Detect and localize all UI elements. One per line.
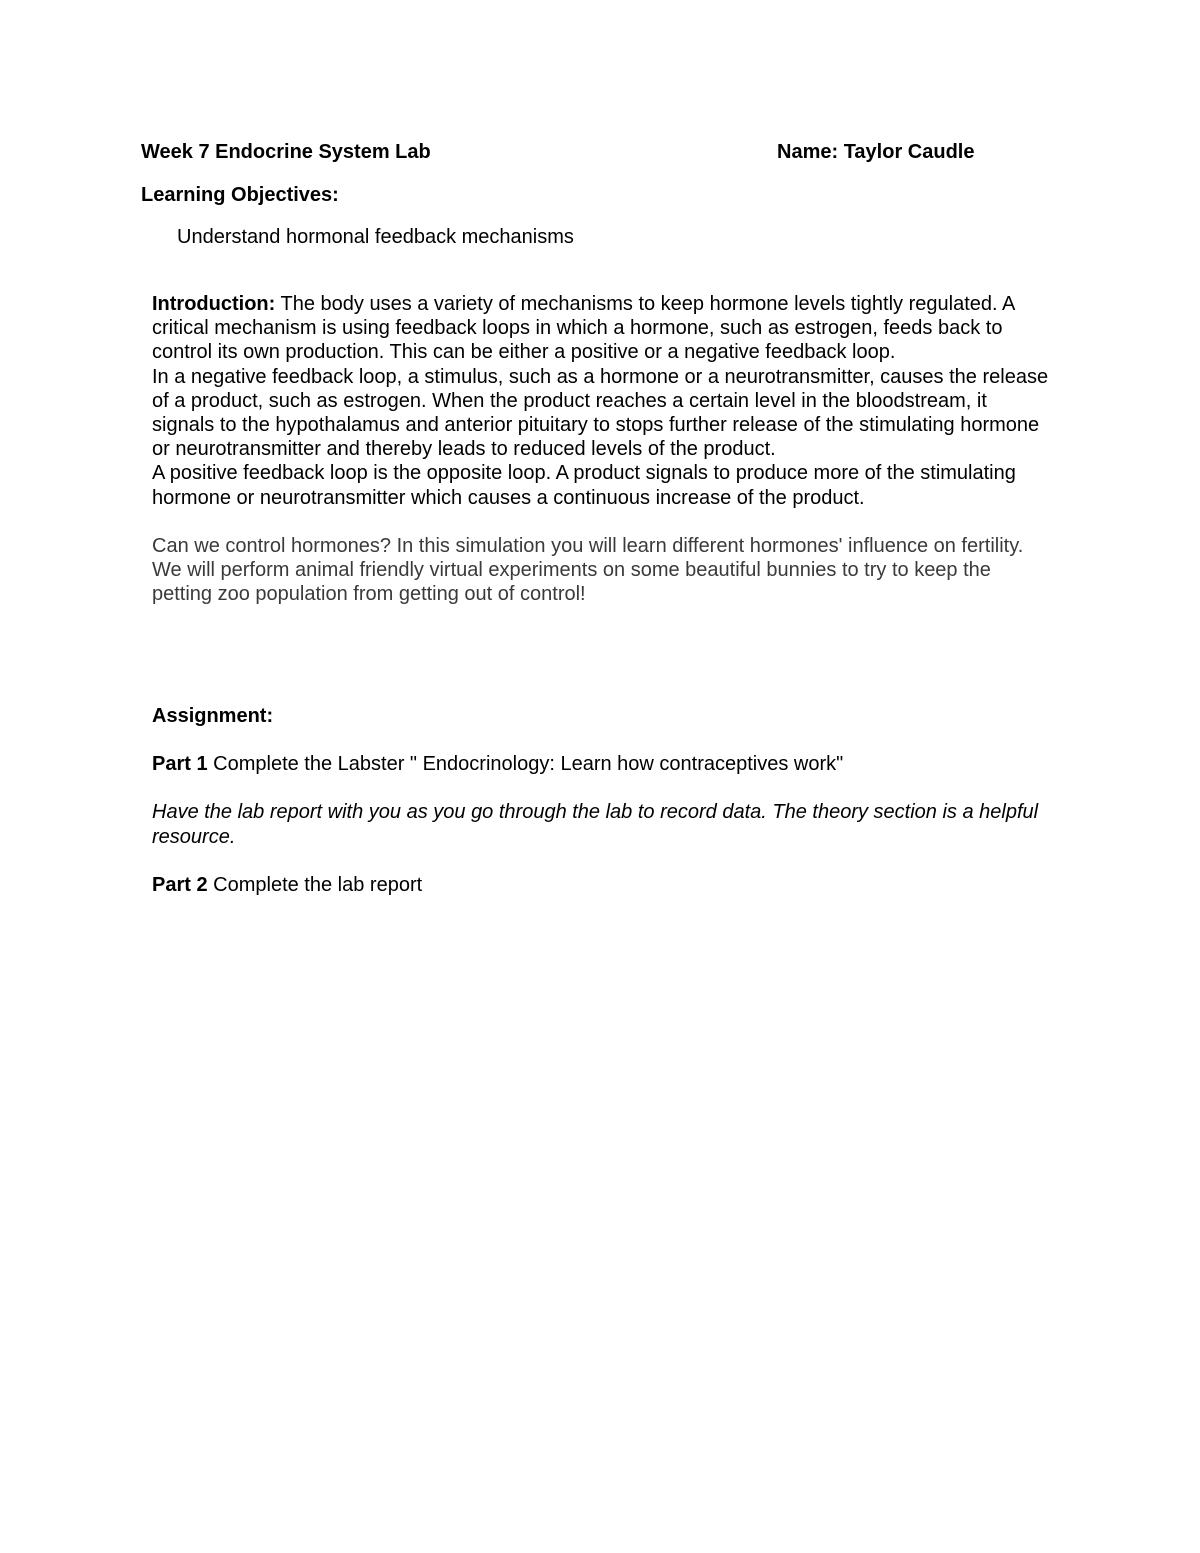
- assignment-note: Have the lab report with you as you go through the lab to record data. The theory section is a helpful resource.: [152, 801, 1039, 848]
- student-name: Name: Taylor Caudle: [777, 141, 975, 163]
- part-2-label: Part 2: [152, 873, 208, 896]
- intro-paragraph-1: [152, 292, 1052, 365]
- assignment-heading: Assignment:: [152, 705, 274, 727]
- header-row: [141, 141, 1001, 169]
- intro-paragraph-2: In a negative feedback loop, a stimulus, such as a hormone or a neurotransmitter, causes the release of a product, such as estrogen. When the product reaches a certain level in the bloodstream, it signals to the hypothalamus and anterior pituitary to stops further release of the stimulating hormone or neurotransmitter and thereby leads to reduced levels of the product.: [152, 365, 1049, 461]
- assignment-part-1: [152, 752, 1052, 776]
- assignment-section: [152, 704, 1052, 921]
- part-1-text: Complete the Labster " Endocrinology: Learn how contraceptives work": [207, 753, 844, 776]
- objective-item: Understand hormonal feedback mechanisms: [177, 226, 574, 248]
- part-2-text: Complete the lab report: [207, 873, 423, 896]
- introduction-section: [152, 292, 1052, 606]
- assignment-part-2: [152, 873, 1052, 897]
- learning-objectives-heading: Learning Objectives:: [141, 184, 339, 206]
- introduction-label: Introduction:: [152, 293, 276, 315]
- document-title: Week 7 Endocrine System Lab: [141, 141, 431, 163]
- intro-paragraph-4: Can we control hormones? In this simulation you will learn different hormones' influence on fertility. We will perform animal friendly virtual experiments on some beautiful bunnies to try to keep the petting zoo population from getting out of control!: [152, 534, 1024, 606]
- intro-paragraph-3: A positive feedback loop is the opposite loop. A product signals to produce more of the stimulating hormone or neurotransmitter which causes a continuous increase of the product.: [152, 462, 1016, 509]
- paragraph-gap: [152, 510, 1052, 534]
- part-1-label: Part 1: [152, 753, 208, 776]
- intro-text-1: The body uses a variety of mechanisms to keep hormone levels tightly regulated. A critical mechanism is using feedback loops in which a hormone, such as estrogen, feeds back to control its own production. This can be either a positive or a negative feedback loop.: [152, 293, 1015, 364]
